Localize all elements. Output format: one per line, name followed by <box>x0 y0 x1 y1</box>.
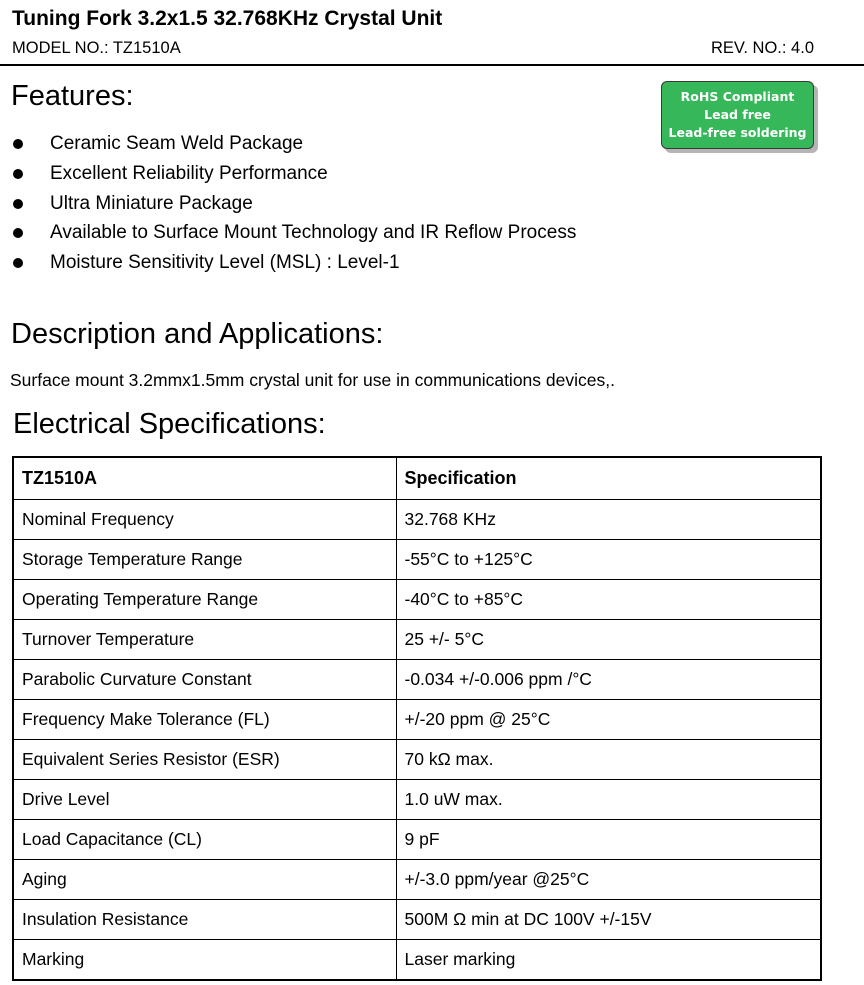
table-header-specification: Specification <box>396 457 821 500</box>
value-cell: 9 pF <box>396 820 821 860</box>
parameter-cell: Aging <box>13 860 396 900</box>
table-row <box>13 660 821 700</box>
feature-item: Moisture Sensitivity Level (MSL) : Level-1 <box>12 248 576 278</box>
parameter-cell: Insulation Resistance <box>13 900 396 940</box>
value-cell: Laser marking <box>396 940 821 981</box>
table-header-row <box>13 457 821 500</box>
value-cell: 70 kΩ max. <box>396 740 821 780</box>
table-row <box>13 860 821 900</box>
value-cell: -40°C to +85°C <box>396 580 821 620</box>
features-list <box>12 129 576 278</box>
table-row <box>13 900 821 940</box>
feature-item: Excellent Reliability Performance <box>12 159 576 189</box>
table-row <box>13 580 821 620</box>
value-cell: +/-20 ppm @ 25°C <box>396 700 821 740</box>
value-cell: -0.034 +/-0.006 ppm /°C <box>396 660 821 700</box>
revision-number: REV. NO.: 4.0 <box>710 39 814 57</box>
parameter-cell: Frequency Make Tolerance (FL) <box>13 700 396 740</box>
table-row <box>13 780 821 820</box>
table-row <box>13 620 821 660</box>
electrical-specifications-heading: Electrical Specifications: <box>13 408 326 440</box>
electrical-specifications-table <box>12 456 822 981</box>
parameter-cell: Operating Temperature Range <box>13 580 396 620</box>
table-row <box>13 700 821 740</box>
value-cell: 25 +/- 5°C <box>396 620 821 660</box>
feature-item: Ultra Miniature Package <box>12 189 576 219</box>
description-heading: Description and Applications: <box>11 318 384 350</box>
parameter-cell: Marking <box>13 940 396 981</box>
parameter-cell: Parabolic Curvature Constant <box>13 660 396 700</box>
parameter-cell: Load Capacitance (CL) <box>13 820 396 860</box>
table-header-model: TZ1510A <box>13 457 396 500</box>
table-row <box>13 540 821 580</box>
parameter-cell: Drive Level <box>13 780 396 820</box>
value-cell: +/-3.0 ppm/year @25°C <box>396 860 821 900</box>
rohs-compliant-badge <box>661 81 814 149</box>
value-cell: 500M Ω min at DC 100V +/-15V <box>396 900 821 940</box>
table-row <box>13 740 821 780</box>
header-divider <box>0 64 864 66</box>
value-cell: -55°C to +125°C <box>396 540 821 580</box>
model-number: MODEL NO.: TZ1510A <box>12 39 181 57</box>
table-row <box>13 820 821 860</box>
parameter-cell: Storage Temperature Range <box>13 540 396 580</box>
value-cell: 32.768 KHz <box>396 500 821 540</box>
parameter-cell: Equivalent Series Resistor (ESR) <box>13 740 396 780</box>
badge-line-rohs: RoHS Compliant <box>680 89 795 104</box>
description-text: Surface mount 3.2mmx1.5mm crystal unit for use in communications devices,. <box>10 370 615 390</box>
document-title: Tuning Fork 3.2x1.5 32.768KHz Crystal Unit <box>12 7 443 30</box>
table-row <box>13 940 821 981</box>
badge-line-lead-free: Lead free <box>704 107 771 122</box>
table-row <box>13 500 821 540</box>
parameter-cell: Nominal Frequency <box>13 500 396 540</box>
badge-line-lead-free-soldering: Lead-free soldering <box>668 125 807 140</box>
feature-item: Ceramic Seam Weld Package <box>12 129 576 159</box>
parameter-cell: Turnover Temperature <box>13 620 396 660</box>
value-cell: 1.0 uW max. <box>396 780 821 820</box>
features-heading: Features: <box>11 80 134 112</box>
feature-item: Available to Surface Mount Technology and IR Reflow Process <box>12 218 576 248</box>
